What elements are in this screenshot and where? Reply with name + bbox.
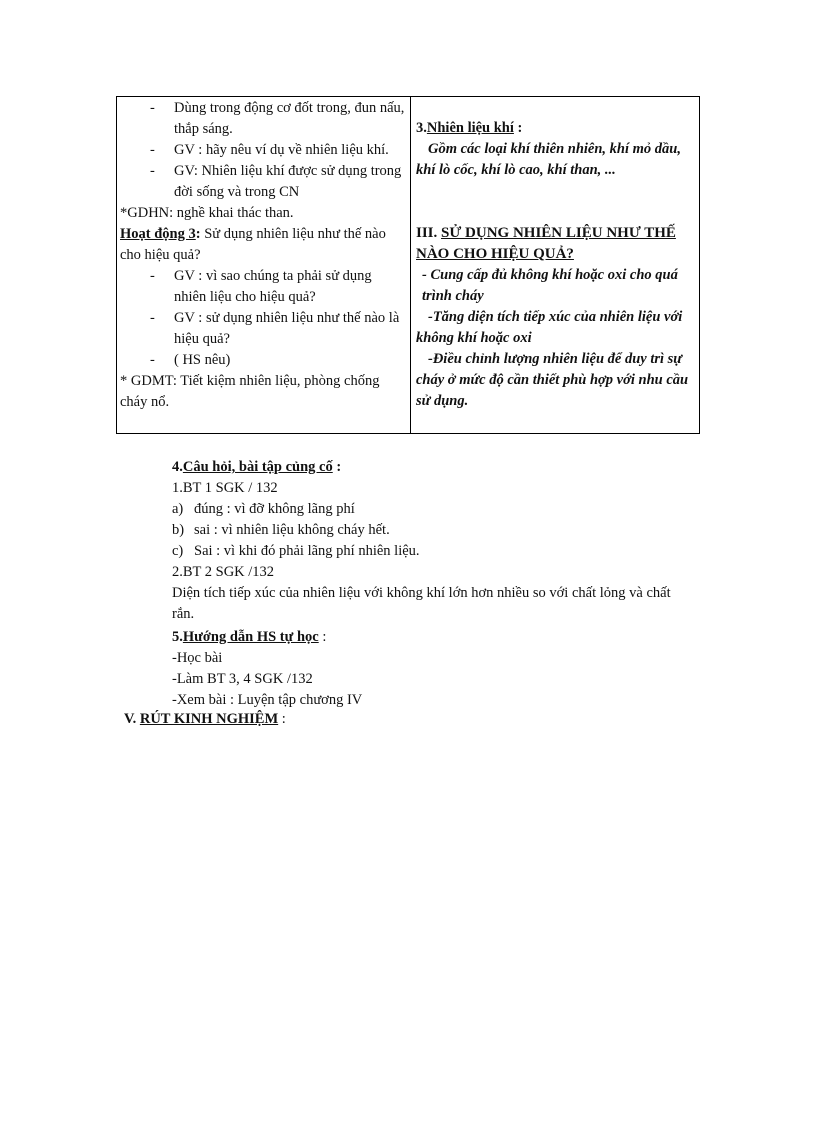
gdmt-note: * GDMT: Tiết kiệm nhiên liệu, phòng chống cháy nổ.	[120, 373, 380, 410]
guide-title: Hướng dẫn HS tự học	[182, 629, 319, 645]
list-item	[120, 140, 406, 161]
guide-heading	[172, 627, 692, 648]
point-item: -Điều chỉnh lượng nhiên liệu để duy trì sự cháy ở mức độ cần thiết phù hợp với nhu cầu sử dụng.	[416, 351, 689, 409]
gas-fuel-colon: :	[513, 120, 523, 136]
answer-text: Sai : vì khi đó phải lãng phí nhiên liệu.	[194, 543, 420, 559]
section-v-colon: :	[278, 711, 286, 727]
list-item-text: ( HS nêu)	[174, 352, 231, 368]
gas-fuel-text: Gồm các loại khí thiên nhiên, khí mỏ dầu, khí lò cốc, khí lò cao, khí than, ...	[416, 141, 681, 178]
review-title: Câu hỏi, bài tập củng cố	[182, 459, 333, 475]
section-iii-heading	[416, 223, 695, 265]
answer-text: sai : vì nhiên liệu không cháy hết.	[194, 522, 390, 538]
list-item-text: GV : vì sao chúng ta phải sử dụng nhiên liệu cho hiệu quả?	[174, 268, 372, 305]
gas-fuel-title: Nhiên liệu khí	[426, 120, 514, 136]
point-item: -Tăng diện tích tiếp xúc của nhiên liệu với không khí hoặc oxi	[416, 309, 683, 346]
answer-item	[172, 520, 692, 541]
exercise-2: 2.BT 2 SGK /132	[172, 564, 275, 580]
dash-bullet: -	[150, 310, 155, 326]
answer-item	[172, 499, 692, 520]
dash-bullet: -	[150, 352, 155, 368]
list-item-text: GV : hãy nêu ví dụ về nhiên liệu khí.	[174, 142, 389, 158]
dash-bullet: -	[150, 268, 155, 284]
content-column	[411, 97, 699, 433]
section-v-title: RÚT KINH NGHIỆM	[139, 711, 279, 727]
exercise-1: 1.BT 1 SGK / 132	[172, 480, 278, 496]
activity-text: Sử dụng nhiên liệu như thế nào cho hiệu quả?	[120, 226, 386, 263]
spacer	[416, 181, 695, 223]
answer-marker: a)	[172, 501, 184, 517]
list-item	[120, 161, 406, 203]
section-v-number: V.	[124, 711, 137, 727]
guide-item: -Xem bài : Luyện tập chương IV	[172, 692, 363, 708]
review-colon: :	[332, 459, 342, 475]
point-item: - Cung cấp đủ không khí hoặc oxi cho quá trình cháy	[422, 267, 678, 304]
list-item	[120, 266, 406, 308]
activity-label: Hoạt động 3	[120, 226, 196, 242]
answer-item	[172, 541, 692, 562]
gas-fuel-heading	[416, 118, 695, 139]
list-item-text: GV : sử dụng nhiên liệu như thế nào là hiệu quả?	[174, 310, 400, 347]
list-item-text: GV: Nhiên liệu khí được sử dụng trong đời sống và trong CN	[174, 163, 402, 200]
dash-bullet: -	[150, 100, 155, 116]
list-item	[120, 98, 406, 140]
teacher-activity-column	[117, 97, 411, 433]
section-iii-title: SỬ DỤNG NHIÊN LIỆU NHƯ THẾ NÀO CHO HIỆU QUẢ?	[416, 225, 676, 262]
answer-marker: b)	[172, 522, 185, 538]
answer-text: đúng : vì đỡ không lãng phí	[194, 501, 355, 517]
section-iii-number: III.	[416, 225, 438, 241]
review-section	[172, 457, 692, 711]
lesson-table	[116, 96, 700, 434]
dash-bullet: -	[150, 163, 155, 179]
dash-bullet: -	[150, 142, 155, 158]
gdhn-note: *GDHN: nghề khai thác than.	[120, 205, 294, 221]
exercise-2-answer: Diện tích tiếp xúc của nhiên liệu với không khí lớn hơn nhiều so với chất lỏng và chất rắn.	[172, 585, 671, 622]
section-v-heading	[124, 709, 286, 730]
guide-number: 5.	[172, 629, 183, 645]
guide-colon: :	[318, 629, 327, 645]
activity-colon: :	[195, 226, 201, 242]
review-heading	[172, 457, 692, 478]
list-item	[120, 308, 406, 350]
list-item-text: Dùng trong động cơ đốt trong, đun nấu, thắp sáng.	[174, 100, 405, 137]
answer-marker: c)	[172, 543, 184, 559]
activity-heading	[120, 224, 406, 266]
spacer	[416, 97, 695, 118]
review-number: 4.	[172, 459, 183, 475]
gas-fuel-number: 3.	[416, 120, 427, 136]
guide-item: -Làm BT 3, 4 SGK /132	[172, 671, 313, 687]
guide-item: -Học bài	[172, 650, 223, 666]
list-item	[120, 350, 406, 371]
